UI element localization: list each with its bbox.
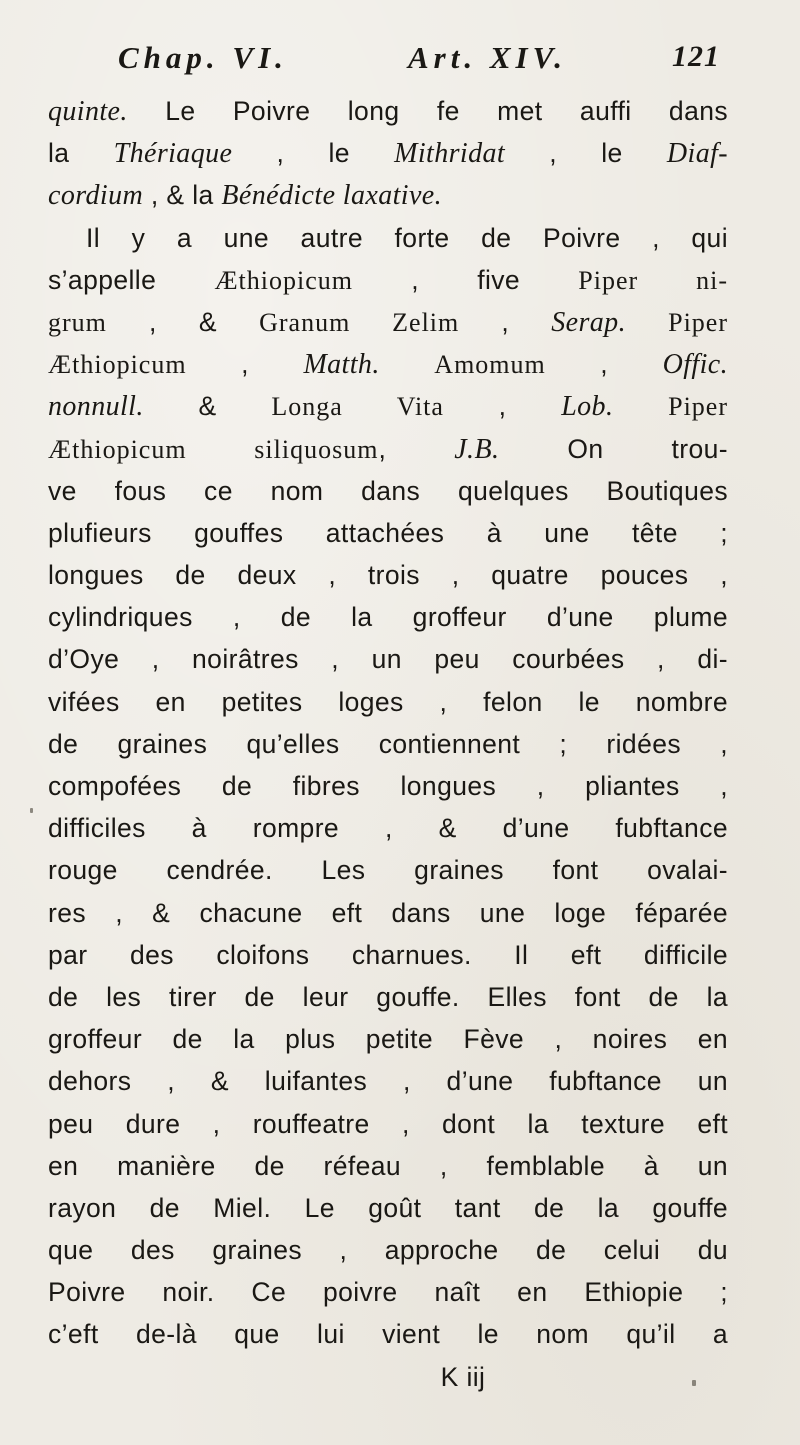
text-line xyxy=(48,385,728,427)
italic-text: J.B. xyxy=(454,433,500,465)
text-line xyxy=(48,1018,728,1060)
text-segment: , & xyxy=(106,306,260,337)
italic-text: cordium xyxy=(48,180,144,212)
text-segment: s’appelle xyxy=(48,264,215,295)
text-segment: la xyxy=(48,138,114,169)
text-segment: de graines qu’elles contiennent ; ridées , xyxy=(48,728,728,759)
text-line xyxy=(48,1187,728,1229)
small-caps-text: Piper ni- xyxy=(578,265,728,295)
text-segment: dehors , & luifantes , d’une fubftance un xyxy=(48,1066,728,1097)
italic-text: nonnull. xyxy=(48,391,144,423)
text-line xyxy=(48,428,728,470)
text-segment: longues de deux , trois , quatre pouces , xyxy=(48,560,728,591)
small-caps-text: Amomum xyxy=(434,350,546,380)
text-segment: , five xyxy=(353,264,579,295)
text-line xyxy=(48,976,728,1018)
text-segment: que des graines , approche de celui du xyxy=(48,1235,728,1266)
text-segment: d’Oye , noirâtres , un peu courbées , di- xyxy=(48,644,728,675)
text-segment: rouge cendrée. Les graines font ovalai- xyxy=(48,855,728,886)
text-segment: peu dure , rouffeatre , dont la texture eft xyxy=(48,1108,728,1139)
text-line xyxy=(48,343,728,385)
italic-text: Offic. xyxy=(662,349,728,381)
article-heading: Art. XIV. xyxy=(408,40,568,75)
chapter-heading: Chap. VI. xyxy=(118,40,288,75)
text-line xyxy=(48,470,728,512)
text-line xyxy=(48,1271,728,1313)
text-segment: compofées de fibres longues , pliantes , xyxy=(48,771,728,801)
text-segment: , & la xyxy=(143,180,222,211)
text-line xyxy=(48,681,728,723)
text-segment: , le xyxy=(505,138,667,169)
ink-speck xyxy=(692,1380,696,1386)
italic-text: Thériaque xyxy=(113,138,233,170)
text-line xyxy=(48,554,728,596)
text-line xyxy=(48,1145,728,1187)
text-segment: de les tirer de leur gouffe. Elles font de la xyxy=(48,981,728,1012)
text-segment: en manière de réfeau , femblable à un xyxy=(48,1150,728,1181)
text-segment: On trou- xyxy=(499,433,728,464)
body-text xyxy=(48,90,728,1398)
text-line xyxy=(48,1313,728,1355)
text-line xyxy=(48,892,728,934)
text-line xyxy=(48,596,728,638)
text-segment xyxy=(380,349,435,379)
text-segment: vifées en petites loges , felon le nombre xyxy=(48,686,728,717)
text-segment: groffeur de la plus petite Fève , noires en xyxy=(48,1024,728,1055)
text-segment: , xyxy=(443,391,562,422)
text-line xyxy=(48,723,728,765)
small-caps-text: Æthiopicum siliquosum xyxy=(48,434,379,464)
text-segment: ve fous ce nom dans quelques Boutiques xyxy=(48,475,728,506)
small-caps-text: Granum Zelim xyxy=(259,307,460,337)
small-caps-text: Longa Vita xyxy=(271,392,444,422)
small-caps-text: Æthiopicum xyxy=(214,265,353,295)
italic-text: Matth. xyxy=(303,349,380,381)
text-line xyxy=(48,259,728,301)
text-line xyxy=(48,174,728,216)
text-line xyxy=(48,512,728,554)
ink-speck xyxy=(30,808,33,813)
text-line xyxy=(48,934,728,976)
text-segment: Il y a une autre forte de Poivre , qui xyxy=(86,222,728,253)
text-segment: res , & chacune eft dans une loge féparée xyxy=(48,897,728,928)
text-line xyxy=(48,90,728,132)
italic-text: quinte. xyxy=(48,96,128,127)
small-caps-text: Piper xyxy=(668,392,728,422)
text-segment: , xyxy=(545,349,663,380)
text-line xyxy=(48,132,728,174)
text-segment: difficiles à rompre , & d’une fubftance xyxy=(48,813,728,844)
text-line xyxy=(48,807,728,849)
small-caps-text: Piper xyxy=(668,307,728,337)
text-segment: & xyxy=(143,391,272,422)
text-segment: c’eft de-là que lui vient le nom qu’il a xyxy=(48,1319,728,1350)
text-segment: , xyxy=(186,349,304,380)
text-line xyxy=(48,1060,728,1102)
text-segment: cylindriques , de la groffeur d’une plume xyxy=(48,602,728,633)
text-segment: Le Poivre long fe met auffi dans xyxy=(127,96,728,126)
text-segment: par des cloifons charnues. Il eft difficile xyxy=(48,939,728,970)
text-segment: , xyxy=(378,433,455,464)
italic-text: Bénédicte laxative. xyxy=(221,180,443,212)
text-line xyxy=(48,638,728,680)
small-caps-text: grum xyxy=(48,307,107,337)
text-segment: Poivre noir. Ce poivre naît en Ethiopie ; xyxy=(48,1277,728,1308)
italic-text: Diaf- xyxy=(666,138,728,170)
text-segment: plufieurs gouffes attachées à une tête ; xyxy=(48,517,728,548)
italic-text: Lob. xyxy=(561,391,614,423)
text-line xyxy=(48,301,728,343)
text-line xyxy=(48,765,728,807)
text-segment: rayon de Miel. Le goût tant de la gouffe xyxy=(48,1192,728,1223)
signature-mark: K iij xyxy=(440,1361,486,1392)
italic-text: Mithridat xyxy=(394,138,506,170)
text-segment: , le xyxy=(232,138,395,169)
page-number: 121 xyxy=(672,40,720,73)
text-line xyxy=(48,1229,728,1271)
italic-text: Serap. xyxy=(551,306,626,338)
text-line xyxy=(48,1103,728,1145)
text-line xyxy=(48,217,728,259)
text-line xyxy=(48,849,728,891)
small-caps-text: Æthiopicum xyxy=(48,350,187,380)
text-segment xyxy=(626,307,668,337)
text-segment xyxy=(613,391,668,421)
running-header xyxy=(118,40,720,86)
text-segment: , xyxy=(459,306,552,337)
